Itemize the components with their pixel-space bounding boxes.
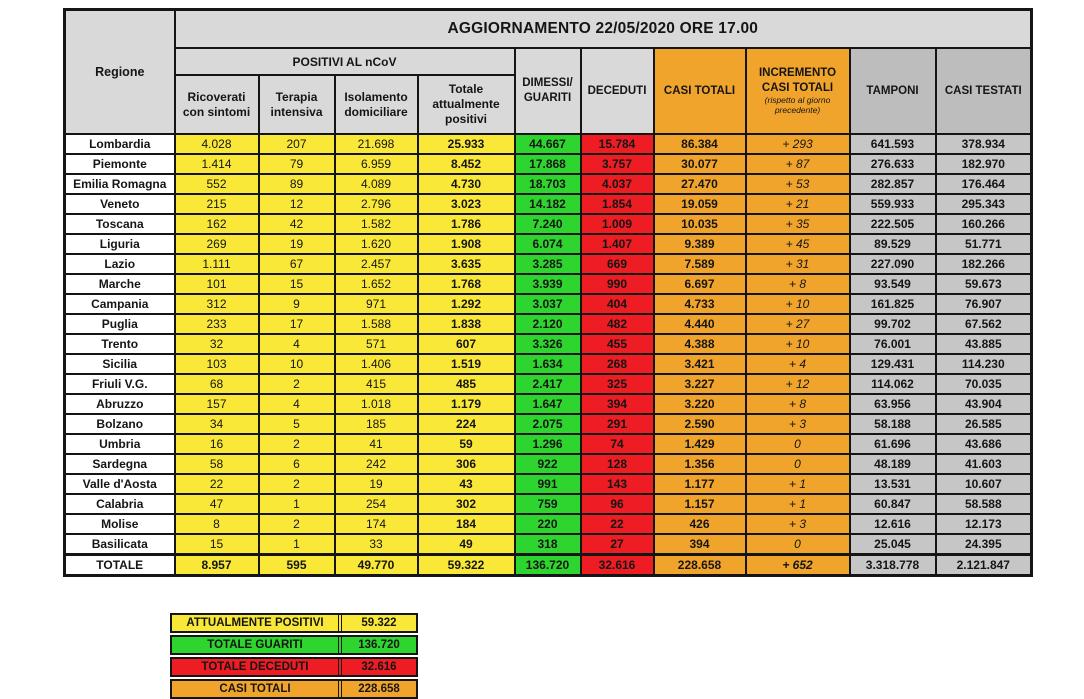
region-name: Emilia Romagna: [65, 174, 175, 194]
cell-casi-testati: 176.464: [936, 174, 1032, 194]
cell-terapia: 12: [259, 194, 335, 214]
cell-casi-totali: 27.470: [654, 174, 746, 194]
cell-casi-totali: 228.658: [654, 555, 746, 576]
cell-tamponi: 129.431: [850, 354, 936, 374]
cell-isolamento: 185: [335, 414, 418, 434]
cell-dimessi-guariti: 3.285: [515, 254, 581, 274]
region-name: Puglia: [65, 314, 175, 334]
cell-isolamento: 1.620: [335, 234, 418, 254]
cell-isolamento: 33: [335, 534, 418, 555]
cell-incremento: + 87: [746, 154, 850, 174]
col-header-regione: Regione: [65, 10, 175, 135]
region-name: Campania: [65, 294, 175, 314]
cell-tamponi: 25.045: [850, 534, 936, 555]
cell-incremento: + 45: [746, 234, 850, 254]
region-name: Valle d'Aosta: [65, 474, 175, 494]
cell-incremento: + 1: [746, 494, 850, 514]
cell-incremento: 0: [746, 434, 850, 454]
cell-incremento: 0: [746, 534, 850, 555]
table-row: [65, 314, 1032, 334]
cell-terapia: 6: [259, 454, 335, 474]
table-row: [65, 454, 1032, 474]
cell-casi-testati: 26.585: [936, 414, 1032, 434]
cell-totale-positivi: 485: [418, 374, 515, 394]
cell-casi-totali: 1.177: [654, 474, 746, 494]
summary-label: TOTALE DECEDUTI: [172, 659, 338, 675]
cell-isolamento: 1.588: [335, 314, 418, 334]
cell-totale-positivi: 1.768: [418, 274, 515, 294]
cell-incremento: + 8: [746, 274, 850, 294]
cell-casi-testati: 67.562: [936, 314, 1032, 334]
cell-deceduti: 128: [581, 454, 654, 474]
cell-casi-totali: 3.421: [654, 354, 746, 374]
cell-dimessi-guariti: 136.720: [515, 555, 581, 576]
cell-ricoverati: 103: [175, 354, 259, 374]
cell-casi-totali: 394: [654, 534, 746, 555]
region-name: Bolzano: [65, 414, 175, 434]
col-header-isolamento: Isolamento domiciliare: [335, 75, 418, 134]
cell-totale-positivi: 59: [418, 434, 515, 454]
cell-casi-testati: 43.885: [936, 334, 1032, 354]
cell-totale-positivi: 306: [418, 454, 515, 474]
col-header-deceduti: DECEDUTI: [581, 48, 654, 134]
cell-casi-totali: 1.429: [654, 434, 746, 454]
cell-dimessi-guariti: 1.296: [515, 434, 581, 454]
cell-terapia: 595: [259, 555, 335, 576]
cell-casi-testati: 182.266: [936, 254, 1032, 274]
region-name: Abruzzo: [65, 394, 175, 414]
cell-tamponi: 60.847: [850, 494, 936, 514]
cell-casi-totali: 9.389: [654, 234, 746, 254]
cell-isolamento: 41: [335, 434, 418, 454]
cell-casi-totali: 3.220: [654, 394, 746, 414]
cell-deceduti: 4.037: [581, 174, 654, 194]
cell-ricoverati: 1.111: [175, 254, 259, 274]
cell-deceduti: 74: [581, 434, 654, 454]
cell-deceduti: 32.616: [581, 555, 654, 576]
table-row: [65, 434, 1032, 454]
cell-deceduti: 325: [581, 374, 654, 394]
col-header-incremento: [746, 48, 850, 134]
cell-ricoverati: 157: [175, 394, 259, 414]
cell-terapia: 5: [259, 414, 335, 434]
region-name: Trento: [65, 334, 175, 354]
cell-incremento: + 10: [746, 294, 850, 314]
cell-isolamento: 4.089: [335, 174, 418, 194]
incremento-line2: CASI TOTALI: [761, 81, 834, 94]
cell-casi-testati: 70.035: [936, 374, 1032, 394]
cell-isolamento: 1.582: [335, 214, 418, 234]
cell-dimessi-guariti: 3.326: [515, 334, 581, 354]
cell-deceduti: 1.009: [581, 214, 654, 234]
cell-terapia: 2: [259, 514, 335, 534]
cell-incremento: + 4: [746, 354, 850, 374]
cell-totale-positivi: 184: [418, 514, 515, 534]
region-name: Lazio: [65, 254, 175, 274]
table-row: [65, 154, 1032, 174]
cell-tamponi: 161.825: [850, 294, 936, 314]
cell-ricoverati: 34: [175, 414, 259, 434]
cell-totale-positivi: 1.786: [418, 214, 515, 234]
cell-tamponi: 63.956: [850, 394, 936, 414]
cell-ricoverati: 22: [175, 474, 259, 494]
cell-ricoverati: 269: [175, 234, 259, 254]
cell-terapia: 1: [259, 494, 335, 514]
cell-casi-testati: 58.588: [936, 494, 1032, 514]
cell-totale-positivi: 59.322: [418, 555, 515, 576]
col-header-casi-testati: CASI TESTATI: [936, 48, 1032, 134]
region-name: Calabria: [65, 494, 175, 514]
cell-incremento: + 3: [746, 414, 850, 434]
cell-incremento: 0: [746, 454, 850, 474]
cell-totale-positivi: 3.023: [418, 194, 515, 214]
cell-terapia: 1: [259, 534, 335, 555]
cell-totale-positivi: 8.452: [418, 154, 515, 174]
table-row: [65, 214, 1032, 234]
cell-incremento: + 12: [746, 374, 850, 394]
table-row: [65, 534, 1032, 555]
cell-deceduti: 990: [581, 274, 654, 294]
cell-ricoverati: 552: [175, 174, 259, 194]
cell-dimessi-guariti: 991: [515, 474, 581, 494]
cell-dimessi-guariti: 44.667: [515, 134, 581, 154]
cell-dimessi-guariti: 3.037: [515, 294, 581, 314]
cell-dimessi-guariti: 220: [515, 514, 581, 534]
summary-label: ATTUALMENTE POSITIVI: [172, 615, 338, 631]
cell-isolamento: 1.018: [335, 394, 418, 414]
cell-tamponi: 641.593: [850, 134, 936, 154]
cell-deceduti: 482: [581, 314, 654, 334]
cell-terapia: 4: [259, 334, 335, 354]
table-row: [65, 174, 1032, 194]
cell-ricoverati: 162: [175, 214, 259, 234]
cell-terapia: 19: [259, 234, 335, 254]
summary-label: TOTALE GUARITI: [172, 637, 338, 653]
col-header-dimessi-guariti: DIMESSI/ GUARITI: [515, 48, 581, 134]
summary-value: 136.720: [338, 637, 416, 653]
cell-isolamento: 2.796: [335, 194, 418, 214]
cell-totale-positivi: 302: [418, 494, 515, 514]
cell-casi-totali: 19.059: [654, 194, 746, 214]
cell-isolamento: 49.770: [335, 555, 418, 576]
summary-row: [170, 679, 418, 699]
cell-incremento: + 21: [746, 194, 850, 214]
cell-casi-totali: 86.384: [654, 134, 746, 154]
region-name: Piemonte: [65, 154, 175, 174]
cell-casi-totali: 10.035: [654, 214, 746, 234]
cell-terapia: 17: [259, 314, 335, 334]
table-row: [65, 274, 1032, 294]
cell-totale-positivi: 49: [418, 534, 515, 555]
cell-totale-positivi: 224: [418, 414, 515, 434]
cell-ricoverati: 8: [175, 514, 259, 534]
cell-tamponi: 559.933: [850, 194, 936, 214]
cell-dimessi-guariti: 318: [515, 534, 581, 555]
col-header-ricoverati: Ricoverati con sintomi: [175, 75, 259, 134]
summary-value: 32.616: [338, 659, 416, 675]
cell-dimessi-guariti: 1.634: [515, 354, 581, 374]
cell-deceduti: 1.854: [581, 194, 654, 214]
cell-deceduti: 404: [581, 294, 654, 314]
cell-deceduti: 143: [581, 474, 654, 494]
cell-casi-totali: 3.227: [654, 374, 746, 394]
cell-totale-positivi: 1.519: [418, 354, 515, 374]
cell-ricoverati: 47: [175, 494, 259, 514]
cell-casi-totali: 426: [654, 514, 746, 534]
cell-tamponi: 276.633: [850, 154, 936, 174]
cell-deceduti: 1.407: [581, 234, 654, 254]
table-row: [65, 334, 1032, 354]
cell-terapia: 9: [259, 294, 335, 314]
col-header-terapia: Terapia intensiva: [259, 75, 335, 134]
incremento-note: (rispetto al giorno precedente): [764, 95, 831, 115]
cell-casi-testati: 76.907: [936, 294, 1032, 314]
cell-ricoverati: 32: [175, 334, 259, 354]
cell-terapia: 10: [259, 354, 335, 374]
cell-terapia: 89: [259, 174, 335, 194]
cell-tamponi: 61.696: [850, 434, 936, 454]
cell-totale-positivi: 607: [418, 334, 515, 354]
table-row: [65, 414, 1032, 434]
cell-casi-testati: 378.934: [936, 134, 1032, 154]
cell-terapia: 2: [259, 434, 335, 454]
cell-casi-testati: 41.603: [936, 454, 1032, 474]
cell-dimessi-guariti: 18.703: [515, 174, 581, 194]
cell-deceduti: 22: [581, 514, 654, 534]
cell-casi-totali: 6.697: [654, 274, 746, 294]
cell-casi-testati: 114.230: [936, 354, 1032, 374]
totale-row: [65, 555, 1032, 576]
table-row: [65, 374, 1032, 394]
col-header-totale-positivi: Totale attualmente positivi: [418, 75, 515, 134]
cell-incremento: + 10: [746, 334, 850, 354]
cell-incremento: + 293: [746, 134, 850, 154]
cell-deceduti: 15.784: [581, 134, 654, 154]
table-row: [65, 294, 1032, 314]
summary-row: [170, 657, 418, 677]
region-name: Veneto: [65, 194, 175, 214]
summary-box: [170, 613, 418, 699]
cell-terapia: 4: [259, 394, 335, 414]
cell-totale-positivi: 1.838: [418, 314, 515, 334]
region-name: Marche: [65, 274, 175, 294]
table-body: [65, 134, 1032, 576]
cell-dimessi-guariti: 17.868: [515, 154, 581, 174]
cell-totale-positivi: 25.933: [418, 134, 515, 154]
cell-isolamento: 571: [335, 334, 418, 354]
cell-ricoverati: 215: [175, 194, 259, 214]
cell-deceduti: 27: [581, 534, 654, 555]
cell-isolamento: 1.652: [335, 274, 418, 294]
summary-row: [170, 613, 418, 633]
cell-casi-totali: 1.157: [654, 494, 746, 514]
region-name: Molise: [65, 514, 175, 534]
cell-casi-testati: 24.395: [936, 534, 1032, 555]
cell-isolamento: 1.406: [335, 354, 418, 374]
cell-incremento: + 31: [746, 254, 850, 274]
region-name: Basilicata: [65, 534, 175, 555]
cell-isolamento: 6.959: [335, 154, 418, 174]
cell-incremento: + 1: [746, 474, 850, 494]
table-row: [65, 354, 1032, 374]
cell-tamponi: 114.062: [850, 374, 936, 394]
cell-ricoverati: 15: [175, 534, 259, 555]
cell-totale-positivi: 43: [418, 474, 515, 494]
cell-deceduti: 3.757: [581, 154, 654, 174]
cell-casi-testati: 59.673: [936, 274, 1032, 294]
table-row: [65, 514, 1032, 534]
table-row: [65, 474, 1032, 494]
cell-dimessi-guariti: 14.182: [515, 194, 581, 214]
cell-incremento: + 27: [746, 314, 850, 334]
cell-ricoverati: 233: [175, 314, 259, 334]
cell-deceduti: 394: [581, 394, 654, 414]
table-row: [65, 234, 1032, 254]
cell-ricoverati: 101: [175, 274, 259, 294]
cell-dimessi-guariti: 2.075: [515, 414, 581, 434]
cell-tamponi: 222.505: [850, 214, 936, 234]
cell-totale-positivi: 1.179: [418, 394, 515, 414]
cell-casi-testati: 295.343: [936, 194, 1032, 214]
cell-casi-testati: 12.173: [936, 514, 1032, 534]
cell-incremento: + 8: [746, 394, 850, 414]
cell-casi-testati: 182.970: [936, 154, 1032, 174]
cell-deceduti: 291: [581, 414, 654, 434]
cell-casi-totali: 2.590: [654, 414, 746, 434]
cell-totale-positivi: 1.292: [418, 294, 515, 314]
table-row: [65, 254, 1032, 274]
cell-incremento: + 35: [746, 214, 850, 234]
cell-dimessi-guariti: 922: [515, 454, 581, 474]
cell-ricoverati: 58: [175, 454, 259, 474]
cell-casi-totali: 4.388: [654, 334, 746, 354]
cell-tamponi: 76.001: [850, 334, 936, 354]
region-name: Sicilia: [65, 354, 175, 374]
cell-tamponi: 93.549: [850, 274, 936, 294]
table-row: [65, 194, 1032, 214]
table-row: [65, 394, 1032, 414]
cell-casi-testati: 43.904: [936, 394, 1032, 414]
summary-value: 228.658: [338, 681, 416, 697]
cell-tamponi: 3.318.778: [850, 555, 936, 576]
cell-dimessi-guariti: 2.120: [515, 314, 581, 334]
cell-totale-positivi: 3.635: [418, 254, 515, 274]
cell-isolamento: 19: [335, 474, 418, 494]
cell-tamponi: 48.189: [850, 454, 936, 474]
cell-casi-totali: 4.733: [654, 294, 746, 314]
cell-casi-testati: 43.686: [936, 434, 1032, 454]
cell-totale-positivi: 1.908: [418, 234, 515, 254]
cell-deceduti: 455: [581, 334, 654, 354]
cell-dimessi-guariti: 759: [515, 494, 581, 514]
table-row: [65, 494, 1032, 514]
cell-dimessi-guariti: 7.240: [515, 214, 581, 234]
cell-tamponi: 99.702: [850, 314, 936, 334]
cell-tamponi: 89.529: [850, 234, 936, 254]
cell-terapia: 67: [259, 254, 335, 274]
cell-ricoverati: 312: [175, 294, 259, 314]
cell-terapia: 2: [259, 374, 335, 394]
summary-value: 59.322: [338, 615, 416, 631]
cell-tamponi: 12.616: [850, 514, 936, 534]
table-title: AGGIORNAMENTO 22/05/2020 ORE 17.00: [175, 10, 1032, 49]
region-name: Friuli V.G.: [65, 374, 175, 394]
cell-tamponi: 13.531: [850, 474, 936, 494]
cell-dimessi-guariti: 1.647: [515, 394, 581, 414]
cell-casi-testati: 10.607: [936, 474, 1032, 494]
region-name: Lombardia: [65, 134, 175, 154]
cell-incremento: + 53: [746, 174, 850, 194]
cell-tamponi: 227.090: [850, 254, 936, 274]
col-header-tamponi: TAMPONI: [850, 48, 936, 134]
cell-dimessi-guariti: 2.417: [515, 374, 581, 394]
cell-isolamento: 2.457: [335, 254, 418, 274]
cell-isolamento: 174: [335, 514, 418, 534]
cell-totale-positivi: 4.730: [418, 174, 515, 194]
cell-ricoverati: 1.414: [175, 154, 259, 174]
cell-isolamento: 242: [335, 454, 418, 474]
cell-casi-totali: 1.356: [654, 454, 746, 474]
cell-ricoverati: 8.957: [175, 555, 259, 576]
cell-casi-totali: 4.440: [654, 314, 746, 334]
cell-ricoverati: 4.028: [175, 134, 259, 154]
cell-casi-testati: 160.266: [936, 214, 1032, 234]
cell-dimessi-guariti: 3.939: [515, 274, 581, 294]
cell-casi-totali: 30.077: [654, 154, 746, 174]
region-name: TOTALE: [65, 555, 175, 576]
cell-isolamento: 254: [335, 494, 418, 514]
col-header-casi-totali: CASI TOTALI: [654, 48, 746, 134]
cell-ricoverati: 16: [175, 434, 259, 454]
region-name: Sardegna: [65, 454, 175, 474]
summary-row: [170, 635, 418, 655]
cell-isolamento: 415: [335, 374, 418, 394]
table-row: [65, 134, 1032, 154]
cell-ricoverati: 68: [175, 374, 259, 394]
cell-terapia: 15: [259, 274, 335, 294]
covid-data-table: [63, 8, 1033, 577]
cell-tamponi: 58.188: [850, 414, 936, 434]
cell-isolamento: 21.698: [335, 134, 418, 154]
cell-terapia: 42: [259, 214, 335, 234]
cell-terapia: 2: [259, 474, 335, 494]
cell-casi-testati: 51.771: [936, 234, 1032, 254]
cell-casi-testati: 2.121.847: [936, 555, 1032, 576]
cell-deceduti: 669: [581, 254, 654, 274]
region-name: Liguria: [65, 234, 175, 254]
cell-terapia: 79: [259, 154, 335, 174]
cell-terapia: 207: [259, 134, 335, 154]
cell-casi-totali: 7.589: [654, 254, 746, 274]
cell-incremento: + 3: [746, 514, 850, 534]
cell-dimessi-guariti: 6.074: [515, 234, 581, 254]
summary-label: CASI TOTALI: [172, 681, 338, 697]
region-name: Toscana: [65, 214, 175, 234]
col-group-positivi: POSITIVI AL nCoV: [175, 48, 515, 75]
incremento-line1: INCREMENTO: [758, 67, 837, 80]
cell-deceduti: 268: [581, 354, 654, 374]
cell-isolamento: 971: [335, 294, 418, 314]
cell-deceduti: 96: [581, 494, 654, 514]
region-name: Umbria: [65, 434, 175, 454]
cell-incremento: + 652: [746, 555, 850, 576]
cell-tamponi: 282.857: [850, 174, 936, 194]
